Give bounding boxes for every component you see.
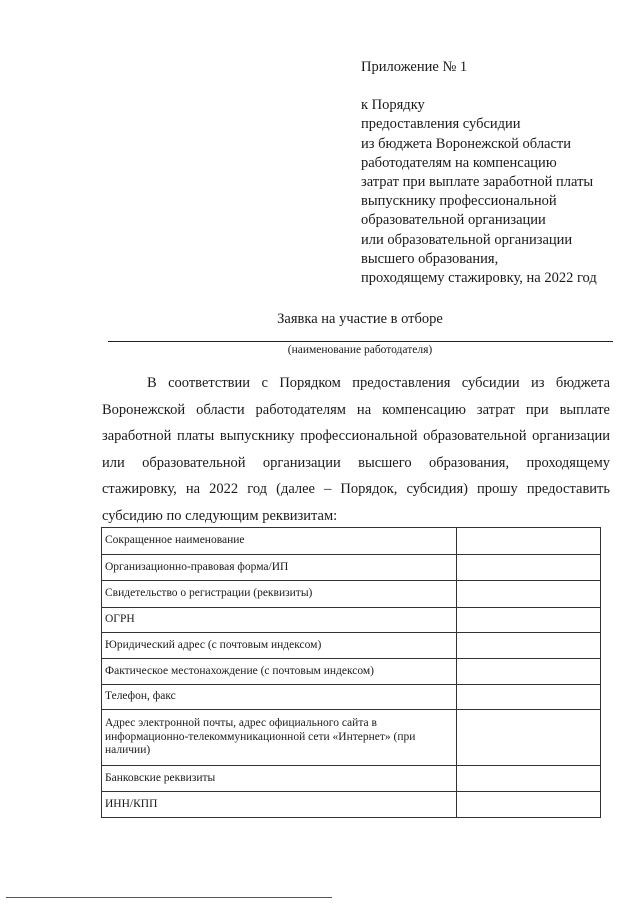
requisite-value [456,528,600,555]
requisite-label: Юридический адрес (с почтовым индексом) [102,633,457,659]
requisite-value [456,685,600,710]
appendix-line: высшего образования, [361,250,499,267]
requisite-value [456,710,600,766]
appendix-line: затрат при выплате заработной платы [361,174,594,191]
requisite-value [456,659,600,685]
table-row [102,633,601,659]
requisite-value [456,608,600,633]
requisite-label: Свидетельство о регистрации (реквизиты) [102,581,457,608]
requisite-label: Телефон, факс [102,685,457,710]
appendix-line: предоставления субсидии [361,116,521,133]
requisite-value [456,555,600,581]
appendix-line: или образовательной организации [361,231,573,248]
requisites-table [101,527,601,818]
employer-name-caption: (наименование работодателя) [287,344,433,356]
appendix-line: из бюджета Воронежской области [361,135,572,152]
table-row [102,710,601,766]
appendix-line: работодателям на компенсацию [361,154,557,171]
application-body-text: В соответствии с Порядком предоставления субсидии из бюджета Воронежской области работодателям на компенсацию затрат при выплате заработной платы выпускнику профессиональной образовательной организации или образовательной организации высшего образования, проходящему стажировку, на 2022 год (далее – Порядок, субсидия) прошу предоставить субсидию по следующим реквизитам: [102,375,610,524]
table-row [102,581,601,608]
requisite-label: Банковские реквизиты [102,766,457,792]
footer-line [6,897,332,898]
appendix-line: к Порядку [361,97,425,114]
table-row [102,766,601,792]
table-row [102,528,601,555]
requisite-label: Фактическое местонахождение (с почтовым индексом) [102,659,457,685]
requisite-label: ИНН/КПП [102,792,457,818]
requisite-value [456,581,600,608]
requisite-label: Адрес электронной почты, адрес официального сайта в информационно-телекоммуникационной сети «Интернет» (при наличии) [102,710,457,766]
table-row [102,608,601,633]
table-row [102,659,601,685]
table-row [102,792,601,818]
appendix-heading: Приложение № 1 [361,59,468,75]
appendix-line: выпускнику профессиональной [361,193,557,210]
employer-name-line [108,341,613,342]
requisite-label: Сокращенное наименование [102,528,457,555]
requisite-label: Организационно-правовая форма/ИП [102,555,457,581]
appendix-block [361,58,597,288]
requisite-label: ОГРН [102,608,457,633]
requisite-value [456,633,600,659]
document-title: Заявка на участие в отборе [277,311,443,327]
requisite-value [456,766,600,792]
appendix-line: проходящему стажировку, на 2022 год [361,270,597,287]
table-row [102,555,601,581]
requisite-value [456,792,600,818]
table-row [102,685,601,710]
appendix-line: образовательной организации [361,212,546,229]
